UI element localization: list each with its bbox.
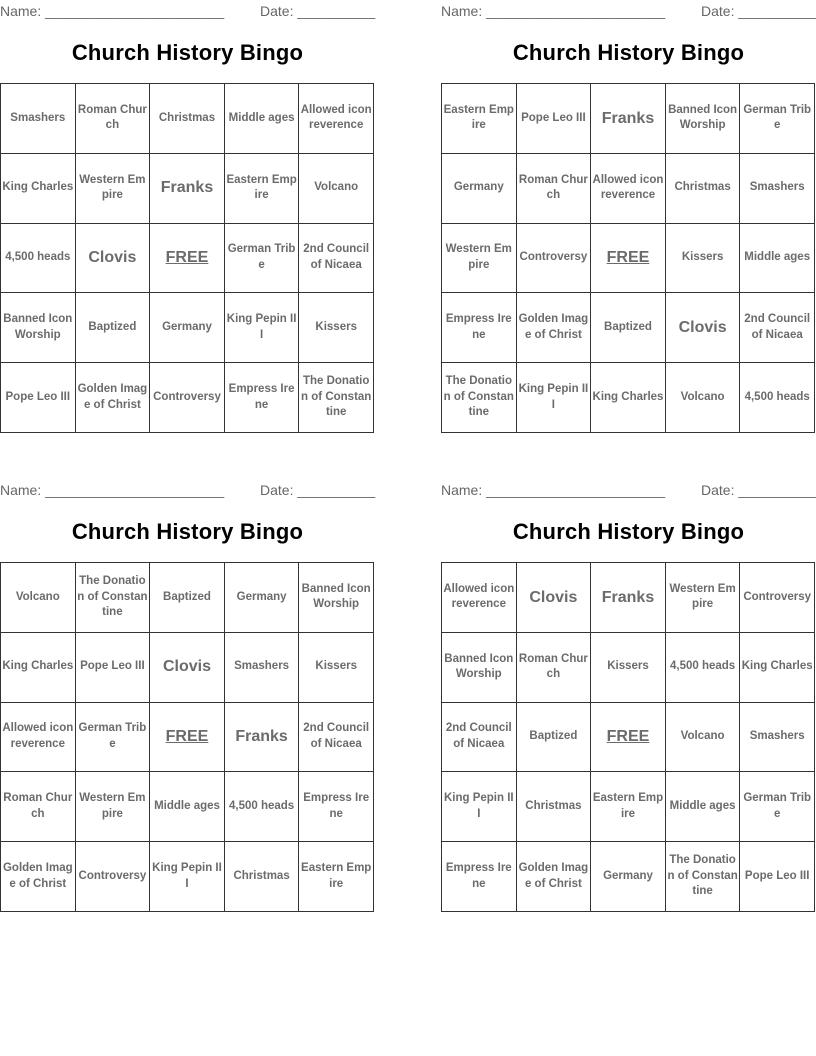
bingo-cell: Baptized bbox=[591, 293, 666, 363]
bingo-cell: Allowed icon reverence bbox=[1, 703, 76, 773]
bingo-cell: Christmas bbox=[150, 84, 225, 154]
bingo-cell: King Pepin III bbox=[442, 772, 517, 842]
bingo-cell: 2nd Council of Nicaea bbox=[299, 224, 374, 294]
free-space-cell: FREE bbox=[591, 224, 666, 294]
card-title: Church History Bingo bbox=[71, 40, 304, 65]
bingo-grid bbox=[441, 83, 815, 433]
bingo-cell: Clovis bbox=[517, 563, 592, 633]
bingo-cell: Roman Church bbox=[76, 84, 151, 154]
bingo-cell: 2nd Council of Nicaea bbox=[442, 703, 517, 773]
bingo-cell: Franks bbox=[591, 84, 666, 154]
free-space-cell: FREE bbox=[591, 703, 666, 773]
bingo-cell: Allowed icon reverence bbox=[591, 154, 666, 224]
bingo-cell: Germany bbox=[591, 842, 666, 912]
bingo-cell: Volcano bbox=[666, 363, 741, 433]
bingo-cell: Clovis bbox=[76, 224, 151, 294]
card-title: Church History Bingo bbox=[512, 519, 745, 544]
bingo-cell: Allowed icon reverence bbox=[299, 84, 374, 154]
bingo-cell: Baptized bbox=[76, 293, 151, 363]
bingo-cell: The Donation of Constantine bbox=[442, 363, 517, 433]
bingo-cell: Volcano bbox=[1, 563, 76, 633]
bingo-cell: Kissers bbox=[591, 633, 666, 703]
date-line: Date: __________ bbox=[701, 482, 816, 498]
bingo-cell: Kissers bbox=[299, 293, 374, 363]
bingo-cell: King Pepin III bbox=[225, 293, 300, 363]
bingo-cell: German Tribe bbox=[740, 84, 815, 154]
bingo-cell: German Tribe bbox=[225, 224, 300, 294]
bingo-cell: King Pepin III bbox=[150, 842, 225, 912]
bingo-cell: Empress Irene bbox=[225, 363, 300, 433]
bingo-cell: Empress Irene bbox=[442, 293, 517, 363]
bingo-cell: Volcano bbox=[299, 154, 374, 224]
bingo-cell: Clovis bbox=[150, 633, 225, 703]
free-space-cell: FREE bbox=[150, 703, 225, 773]
bingo-cell: Germany bbox=[150, 293, 225, 363]
name-line: Name: _______________________ bbox=[441, 482, 666, 498]
bingo-cell: Pope Leo III bbox=[740, 842, 815, 912]
bingo-cell: Middle ages bbox=[225, 84, 300, 154]
bingo-cell: Germany bbox=[442, 154, 517, 224]
name-line: Name: _______________________ bbox=[0, 3, 225, 19]
bingo-cell: Smashers bbox=[740, 154, 815, 224]
bingo-cell: King Charles bbox=[1, 633, 76, 703]
bingo-cell: Volcano bbox=[666, 703, 741, 773]
bingo-cell: Allowed icon reverence bbox=[442, 563, 517, 633]
bingo-cell: Baptized bbox=[150, 563, 225, 633]
bingo-cell: Banned Icon Worship bbox=[1, 293, 76, 363]
bingo-cell: Kissers bbox=[299, 633, 374, 703]
bingo-cell: Roman Church bbox=[517, 633, 592, 703]
bingo-cell: Golden Image of Christ bbox=[517, 293, 592, 363]
bingo-cell: Middle ages bbox=[150, 772, 225, 842]
bingo-cell: Controversy bbox=[517, 224, 592, 294]
bingo-cell: 2nd Council of Nicaea bbox=[299, 703, 374, 773]
bingo-cell: Eastern Empire bbox=[442, 84, 517, 154]
bingo-cell: Smashers bbox=[1, 84, 76, 154]
bingo-cell: German Tribe bbox=[76, 703, 151, 773]
bingo-cell: Christmas bbox=[517, 772, 592, 842]
bingo-cell: Controversy bbox=[150, 363, 225, 433]
bingo-cell: German Tribe bbox=[740, 772, 815, 842]
bingo-cell: Western Empire bbox=[666, 563, 741, 633]
bingo-grid bbox=[0, 83, 374, 433]
bingo-cell: King Charles bbox=[740, 633, 815, 703]
bingo-cell: Western Empire bbox=[442, 224, 517, 294]
bingo-cell: Roman Church bbox=[517, 154, 592, 224]
bingo-cell: 4,500 heads bbox=[666, 633, 741, 703]
bingo-grid bbox=[441, 562, 815, 912]
bingo-cell: The Donation of Constantine bbox=[299, 363, 374, 433]
bingo-cell: Banned Icon Worship bbox=[666, 84, 741, 154]
bingo-cell: Smashers bbox=[740, 703, 815, 773]
card-title: Church History Bingo bbox=[512, 40, 745, 65]
bingo-cell: 4,500 heads bbox=[1, 224, 76, 294]
bingo-cell: Eastern Empire bbox=[225, 154, 300, 224]
name-line: Name: _______________________ bbox=[441, 3, 666, 19]
bingo-cell: Middle ages bbox=[740, 224, 815, 294]
bingo-cell: Pope Leo III bbox=[1, 363, 76, 433]
bingo-cell: King Charles bbox=[1, 154, 76, 224]
bingo-cell: King Pepin III bbox=[517, 363, 592, 433]
bingo-cell: Kissers bbox=[666, 224, 741, 294]
name-line: Name: _______________________ bbox=[0, 482, 225, 498]
bingo-cell: Western Empire bbox=[76, 772, 151, 842]
bingo-cell: Smashers bbox=[225, 633, 300, 703]
bingo-grid bbox=[0, 562, 374, 912]
bingo-cell: Banned Icon Worship bbox=[442, 633, 517, 703]
bingo-cell: The Donation of Constantine bbox=[666, 842, 741, 912]
bingo-cell: 4,500 heads bbox=[225, 772, 300, 842]
bingo-cell: Golden Image of Christ bbox=[76, 363, 151, 433]
bingo-cell: King Charles bbox=[591, 363, 666, 433]
bingo-cell: 4,500 heads bbox=[740, 363, 815, 433]
bingo-cell: Franks bbox=[225, 703, 300, 773]
bingo-cell: Germany bbox=[225, 563, 300, 633]
bingo-cell: Controversy bbox=[76, 842, 151, 912]
bingo-cell: 2nd Council of Nicaea bbox=[740, 293, 815, 363]
bingo-cell: Eastern Empire bbox=[591, 772, 666, 842]
name-date-row bbox=[441, 482, 816, 500]
bingo-cell: Pope Leo III bbox=[76, 633, 151, 703]
bingo-cell: Eastern Empire bbox=[299, 842, 374, 912]
bingo-cell: Clovis bbox=[666, 293, 741, 363]
bingo-cell: Middle ages bbox=[666, 772, 741, 842]
bingo-cell: Empress Irene bbox=[299, 772, 374, 842]
bingo-cell: Pope Leo III bbox=[517, 84, 592, 154]
name-date-row bbox=[441, 3, 816, 21]
date-line: Date: __________ bbox=[260, 3, 376, 19]
bingo-cell: Empress Irene bbox=[442, 842, 517, 912]
bingo-cell: Franks bbox=[150, 154, 225, 224]
bingo-cell: Roman Church bbox=[1, 772, 76, 842]
bingo-cell: Banned Icon Worship bbox=[299, 563, 374, 633]
name-date-row bbox=[0, 3, 375, 21]
name-date-row bbox=[0, 482, 375, 500]
bingo-cell: The Donation of Constantine bbox=[76, 563, 151, 633]
free-space-cell: FREE bbox=[150, 224, 225, 294]
bingo-cell: Baptized bbox=[517, 703, 592, 773]
bingo-cell: Golden Image of Christ bbox=[517, 842, 592, 912]
bingo-cell: Golden Image of Christ bbox=[1, 842, 76, 912]
bingo-cell: Western Empire bbox=[76, 154, 151, 224]
bingo-cell: Controversy bbox=[740, 563, 815, 633]
date-line: Date: __________ bbox=[701, 3, 816, 19]
bingo-cell: Franks bbox=[591, 563, 666, 633]
bingo-cell: Christmas bbox=[666, 154, 741, 224]
bingo-cell: Christmas bbox=[225, 842, 300, 912]
date-line: Date: __________ bbox=[260, 482, 376, 498]
card-title: Church History Bingo bbox=[71, 519, 304, 544]
